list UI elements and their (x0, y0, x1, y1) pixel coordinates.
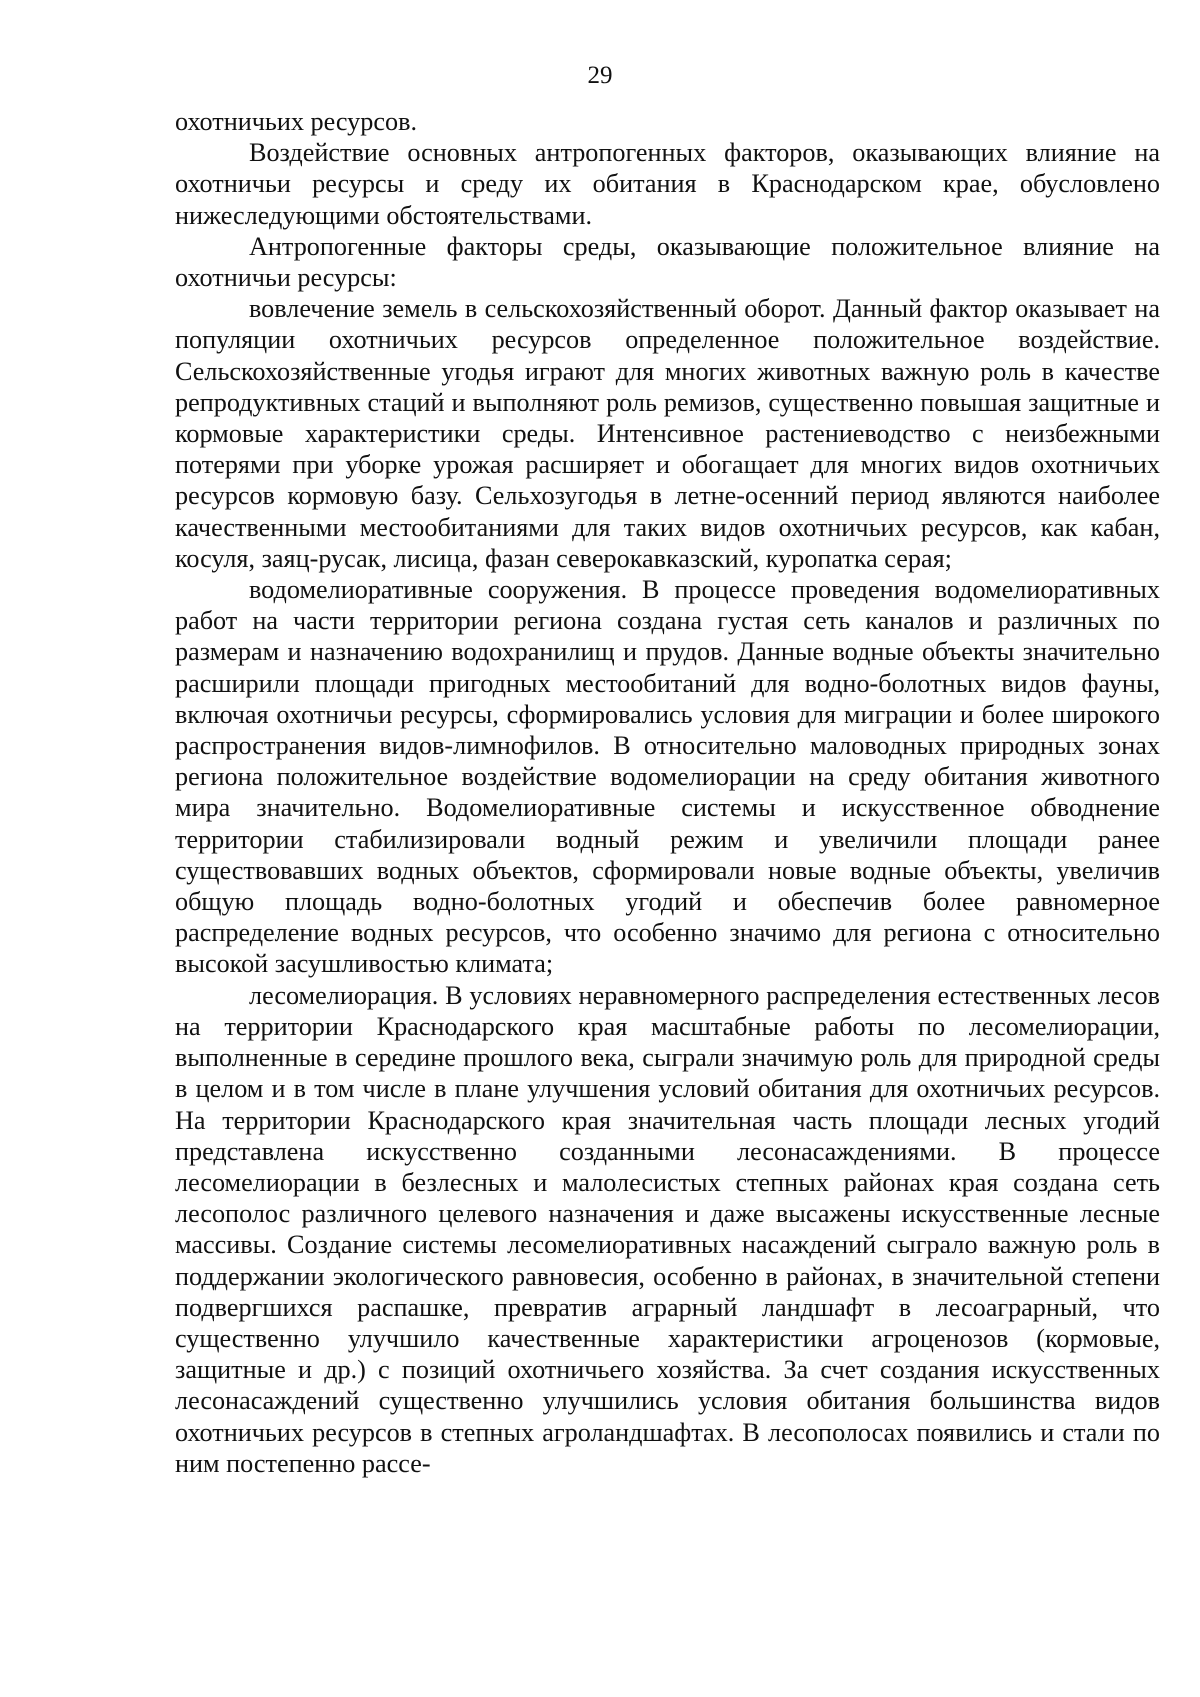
paragraph-water-melioration: водомелиоративные сооружения. В процессе проведения водомелиоративных работ на части территории региона создана густая сеть каналов и различных по размерам и назначению водохранилищ и прудов. Данные водные объекты значительно расширили площади пригодных местообитаний для водно-болотных видов фауны, включая охотничьи ресурсы, сформировались условия для миграции и более широкого распространения видов-лимнофилов. В относительно маловодных природных зонах региона положительное воздействие водомелиорации на среду обитания животного мира значительно. Водомелиоративные системы и искусственное обводнение территории стабилизировали водный режим и увеличили площади ранее существовавших водных объектов, сформировали новые водные объекты, увеличив общую площадь водно-болотных угодий и обеспечив более равномерное распределение водных ресурсов, что особенно значимо для региона с относительно высокой засушливостью климата; (175, 575, 1160, 979)
paragraph-factors-heading: Антропогенные факторы среды, оказывающие положительное влияние на охотничьи ресурсы: (175, 231, 1160, 293)
body-text (175, 106, 1160, 1479)
paragraph-intro: Воздействие основных антропогенных факторов, оказывающих влияние на охотничьи ресурсы и среду их обитания в Краснодарском крае, обусловлено нижеследующими обстоятельствами. (175, 138, 1160, 230)
paragraph-continuation: охотничьих ресурсов. (175, 107, 417, 136)
paragraph-forest-melioration: лесомелиорация. В условиях неравномерного распределения естественных лесов на территории Краснодарского края масштабные работы по лесомелиорации, выполненные в середине прошлого века, сыграли значимую роль для природной среды в целом и в том числе в плане улучшения условий обитания для охотничьих ресурсов. На территории Краснодарского края значительная часть площади лесных угодий представлена искусственно созданными лесонасаждениями. В процессе лесомелиорации в безлесных и малолесистых степных районах края создана сеть лесополос различного целевого назначения и даже высажены искусственные лесные массивы. Создание системы лесомелиоративных насаждений сыграло важную роль в поддержании экологического равновесия, особенно в районах, в значительной степени подвергшихся распашке, превратив аграрный ландшафт в лесоаграрный, что существенно улучшило качественные характеристики агроценозов (кормовые, защитные и др.) с позиций охотничьего хозяйства. За счет создания искусственных лесонасаждений существенно улучшились условия обитания большинства видов охотничьих ресурсов в степных агроландшафтах. В лесополосах появились и стали по ним постепенно рассе- (175, 980, 1160, 1478)
page-number: 29 (587, 62, 613, 89)
paragraph-agriculture: вовлечение земель в сельскохозяйственный оборот. Данный фактор оказывает на популяции охотничьих ресурсов определенное положительное воздействие. Сельскохозяйственные угодья играют для многих животных важную роль в качестве репродуктивных стаций и выполняют роль ремизов, существенно повышая защитные и кормовые характеристики среды. Интенсивное растениеводство с неизбежными потерями при уборке урожая расширяет и обогащает для многих видов охотничьих ресурсов кормовую базу. Сельхозугодья в летне-осенний период являются наиболее качественными местообитаниями для таких видов охотничьих ресурсов, как кабан, косуля, заяц-русак, лисица, фазан северокавказский, куропатка серая; (175, 294, 1160, 573)
